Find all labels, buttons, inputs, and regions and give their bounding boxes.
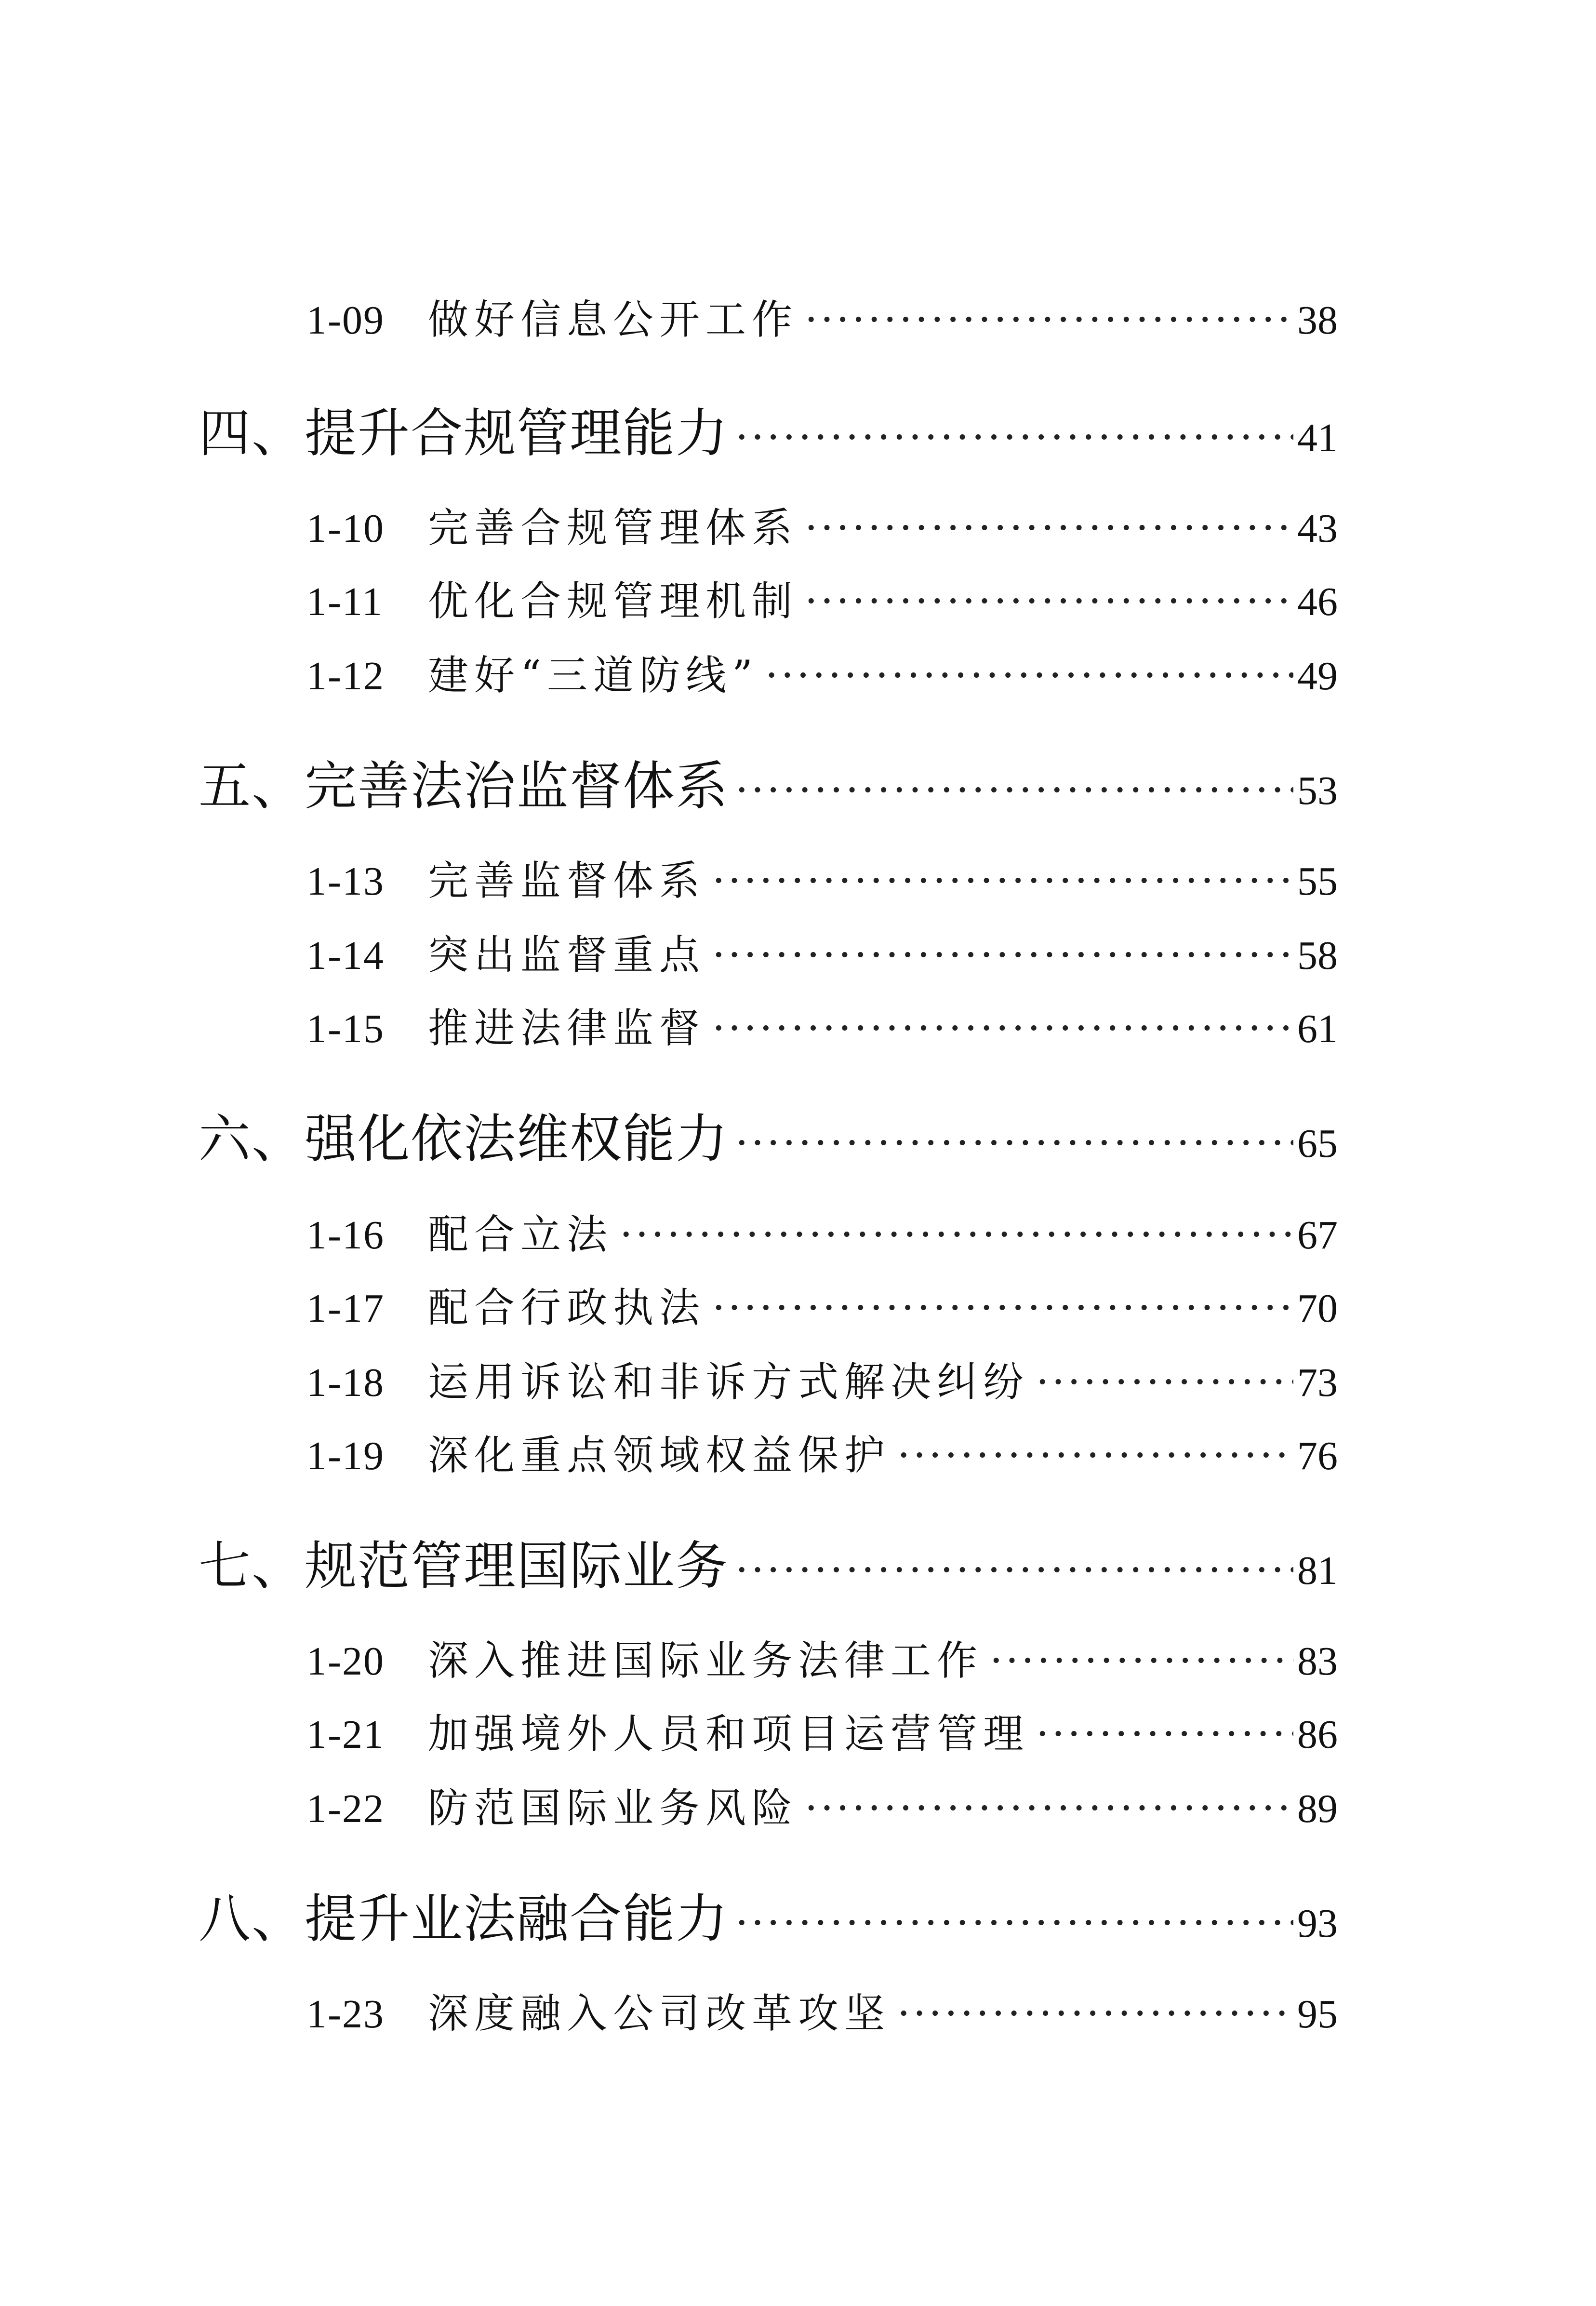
page-number: 70 bbox=[1297, 1286, 1338, 1331]
toc-entry[interactable] bbox=[306, 1776, 1338, 1834]
dot-leader bbox=[805, 296, 1293, 343]
dot-leader bbox=[712, 857, 1293, 904]
page-number: 38 bbox=[1297, 298, 1338, 343]
entry-number: 1-13 bbox=[306, 859, 385, 904]
page-number: 61 bbox=[1297, 1006, 1338, 1051]
toc-entry[interactable] bbox=[306, 1275, 1338, 1334]
dot-leader bbox=[712, 1005, 1293, 1052]
page-number: 46 bbox=[1297, 579, 1338, 624]
entry-title: 运用诉讼和非诉方式解决纠纷 bbox=[428, 1358, 1030, 1406]
toc-entry[interactable] bbox=[306, 643, 1338, 701]
toc-entry[interactable] bbox=[306, 1350, 1338, 1408]
entry-title: 做好信息公开工作 bbox=[428, 296, 798, 343]
toc-entry[interactable] bbox=[306, 1628, 1338, 1687]
entry-number: 1-10 bbox=[306, 506, 385, 551]
toc-section[interactable] bbox=[199, 1524, 1338, 1599]
entry-number: 1-16 bbox=[306, 1213, 385, 1258]
entry-number: 1-23 bbox=[306, 1992, 385, 2037]
page-number: 58 bbox=[1297, 933, 1338, 978]
page-number: 93 bbox=[1297, 1901, 1338, 1946]
toc-section[interactable] bbox=[199, 391, 1338, 466]
entry-number: 1-09 bbox=[306, 298, 385, 343]
entry-title: 深度融入公司改革攻坚 bbox=[428, 1990, 891, 2037]
entry-title: 加强境外人员和项目运营管理 bbox=[428, 1710, 1030, 1757]
entry-title: 配合行政执法 bbox=[428, 1284, 706, 1331]
entry-title: 优化合规管理机制 bbox=[428, 577, 798, 625]
toc-entry[interactable] bbox=[306, 1423, 1338, 1481]
toc-entry[interactable] bbox=[306, 1981, 1338, 2039]
page-number: 55 bbox=[1297, 859, 1338, 904]
dot-leader bbox=[620, 1211, 1293, 1258]
page-number: 81 bbox=[1297, 1548, 1338, 1593]
dot-leader bbox=[897, 1432, 1293, 1479]
entry-title: 建好“三道防线” bbox=[428, 652, 758, 699]
dot-leader bbox=[712, 1284, 1293, 1331]
entry-title: 推进法律监督 bbox=[428, 1005, 706, 1052]
dot-leader bbox=[735, 1546, 1293, 1594]
dot-leader bbox=[735, 414, 1293, 461]
entry-title: 完善监督体系 bbox=[428, 857, 706, 904]
page-number: 41 bbox=[1297, 416, 1338, 460]
dot-leader bbox=[990, 1637, 1293, 1684]
entry-number: 1-18 bbox=[306, 1360, 385, 1405]
page-number: 76 bbox=[1297, 1434, 1338, 1478]
dot-leader bbox=[805, 577, 1293, 625]
page-number: 86 bbox=[1297, 1712, 1338, 1757]
entry-title: 完善合规管理体系 bbox=[428, 504, 798, 551]
dot-leader bbox=[765, 652, 1293, 699]
entry-number: 1-21 bbox=[306, 1712, 385, 1757]
page-number: 53 bbox=[1297, 768, 1338, 813]
dot-leader bbox=[735, 1899, 1293, 1946]
toc-entry[interactable] bbox=[306, 996, 1338, 1054]
page-number: 83 bbox=[1297, 1639, 1338, 1684]
entry-number: 1-12 bbox=[306, 654, 385, 698]
section-title: 六、强化依法维权能力 bbox=[199, 1109, 729, 1169]
page-number: 73 bbox=[1297, 1360, 1338, 1405]
entry-title: 深化重点领域权益保护 bbox=[428, 1432, 891, 1479]
entry-title: 深入推进国际业务法律工作 bbox=[428, 1637, 984, 1684]
section-title: 八、提升业法融合能力 bbox=[199, 1889, 729, 1949]
toc-entry[interactable] bbox=[306, 569, 1338, 627]
toc-entry[interactable] bbox=[306, 848, 1338, 907]
entry-number: 1-11 bbox=[306, 579, 383, 624]
entry-title: 突出监督重点 bbox=[428, 931, 706, 979]
page-number: 95 bbox=[1297, 1992, 1338, 2037]
toc-entry[interactable] bbox=[306, 496, 1338, 554]
entry-title: 配合立法 bbox=[428, 1211, 613, 1258]
toc-entry[interactable] bbox=[306, 1702, 1338, 1760]
section-title: 四、提升合规管理能力 bbox=[199, 403, 729, 464]
entry-title: 防范国际业务风险 bbox=[428, 1784, 798, 1832]
page-number: 89 bbox=[1297, 1786, 1338, 1831]
entry-number: 1-17 bbox=[306, 1286, 385, 1331]
toc-section[interactable] bbox=[199, 744, 1338, 819]
section-title: 七、规范管理国际业务 bbox=[199, 1536, 729, 1596]
dot-leader bbox=[805, 1784, 1293, 1832]
toc-section[interactable] bbox=[199, 1097, 1338, 1172]
entry-number: 1-15 bbox=[306, 1006, 385, 1051]
entry-number: 1-19 bbox=[306, 1434, 385, 1478]
page-number: 67 bbox=[1297, 1213, 1338, 1258]
toc-section[interactable] bbox=[199, 1877, 1338, 1952]
toc-entry[interactable] bbox=[306, 1202, 1338, 1260]
section-title: 五、完善法治监督体系 bbox=[199, 756, 729, 817]
dot-leader bbox=[712, 931, 1293, 979]
dot-leader bbox=[735, 766, 1293, 814]
dot-leader bbox=[1036, 1358, 1293, 1406]
dot-leader bbox=[897, 1990, 1293, 2037]
entry-number: 1-14 bbox=[306, 933, 385, 978]
dot-leader bbox=[1036, 1710, 1293, 1757]
entry-number: 1-22 bbox=[306, 1786, 385, 1831]
page-number: 65 bbox=[1297, 1121, 1338, 1166]
toc-entry[interactable] bbox=[306, 287, 1338, 346]
toc-entry[interactable] bbox=[306, 923, 1338, 981]
page-number: 43 bbox=[1297, 506, 1338, 551]
dot-leader bbox=[805, 504, 1293, 551]
entry-number: 1-20 bbox=[306, 1639, 385, 1684]
page-number: 49 bbox=[1297, 654, 1338, 698]
dot-leader bbox=[735, 1119, 1293, 1166]
